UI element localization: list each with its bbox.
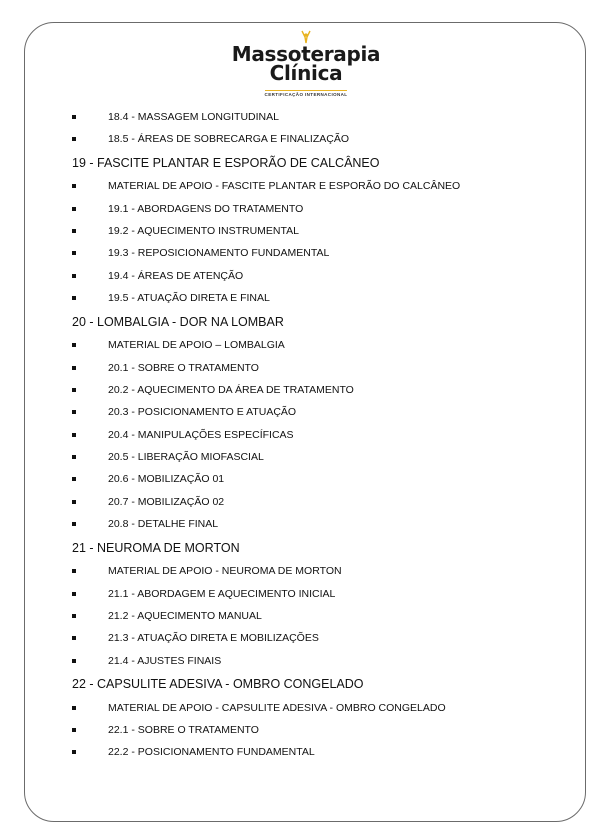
square-bullet-icon xyxy=(72,251,76,255)
list-item-label: 18.4 - MASSAGEM LONGITUDINAL xyxy=(108,111,279,123)
list-item-label: MATERIAL DE APOIO - NEUROMA DE MORTON xyxy=(108,565,342,578)
list-item xyxy=(72,128,572,150)
list-item-label: 22.2 - POSICIONAMENTO FUNDAMENTAL xyxy=(108,746,315,759)
list-item xyxy=(72,627,572,649)
list-item xyxy=(72,697,572,719)
section-heading: 22 - CAPSULITE ADESIVA - OMBRO CONGELADO xyxy=(72,677,364,692)
list-item-label: 21.4 - AJUSTES FINAIS xyxy=(108,654,222,667)
square-bullet-icon xyxy=(72,728,76,732)
logo-tagline: CERTIFICAÇÃO INTERNACIONAL xyxy=(264,92,348,97)
list-item-label: 21.2 - AQUECIMENTO MANUAL xyxy=(108,609,262,622)
square-bullet-icon xyxy=(72,500,76,504)
table-of-contents xyxy=(72,106,572,764)
list-item xyxy=(72,106,572,128)
list-item xyxy=(72,242,572,264)
list-item-label: 21.1 - ABORDAGEM E AQUECIMENTO INICIAL xyxy=(108,587,336,600)
section-heading: 19 - FASCITE PLANTAR E ESPORÃO DE CALCÂNEO xyxy=(72,155,380,170)
list-item xyxy=(72,357,572,379)
square-bullet-icon xyxy=(72,366,76,370)
square-bullet-icon xyxy=(72,274,76,278)
list-item xyxy=(72,220,572,242)
list-item-label: 20.8 - DETALHE FINAL xyxy=(108,518,219,531)
list-item-label: 19.1 - ABORDAGENS DO TRATAMENTO xyxy=(108,202,304,215)
list-item xyxy=(72,650,572,672)
list-item xyxy=(72,468,572,490)
list-item xyxy=(72,605,572,627)
list-item-label: 20.1 - SOBRE O TRATAMENTO xyxy=(108,361,259,374)
list-item-label: 20.4 - MANIPULAÇÕES ESPECÍFICAS xyxy=(108,428,294,441)
list-item-label: 19.2 - AQUECIMENTO INSTRUMENTAL xyxy=(108,225,299,238)
square-bullet-icon xyxy=(72,636,76,640)
list-item xyxy=(72,741,572,763)
section-heading: 20 - LOMBALGIA - DOR NA LOMBAR xyxy=(72,314,284,329)
list-item xyxy=(72,265,572,287)
square-bullet-icon xyxy=(72,659,76,663)
list-item xyxy=(72,379,572,401)
brand-logo xyxy=(0,30,612,101)
list-item xyxy=(72,560,572,582)
list-item xyxy=(72,446,572,468)
list-item xyxy=(72,175,572,197)
list-item-label: 20.3 - POSICIONAMENTO E ATUAÇÃO xyxy=(108,406,297,419)
list-item xyxy=(72,401,572,423)
list-item xyxy=(72,424,572,446)
list-item-label: MATERIAL DE APOIO - FASCITE PLANTAR E ESPORÃO DO CALCÂNEO xyxy=(108,180,461,193)
list-item xyxy=(72,198,572,220)
list-item-label: 20.7 - MOBILIZAÇÃO 02 xyxy=(108,495,225,508)
list-item-label: 19.5 - ATUAÇÃO DIRETA E FINAL xyxy=(108,292,270,305)
list-item-label: 21.3 - ATUAÇÃO DIRETA E MOBILIZAÇÕES xyxy=(108,632,319,645)
square-bullet-icon xyxy=(72,706,76,710)
square-bullet-icon xyxy=(72,522,76,526)
list-item-label: 22.1 - SOBRE O TRATAMENTO xyxy=(108,723,259,736)
square-bullet-icon xyxy=(72,455,76,459)
list-item-label: MATERIAL DE APOIO - CAPSULITE ADESIVA - OMBRO CONGELADO xyxy=(108,701,446,714)
list-item-label: 20.5 - LIBERAÇÃO MIOFASCIAL xyxy=(108,451,264,464)
list-item-label: 18.5 - ÁREAS DE SOBRECARGA E FINALIZAÇÃO xyxy=(108,133,349,146)
square-bullet-icon xyxy=(72,477,76,481)
square-bullet-icon xyxy=(72,296,76,300)
list-item xyxy=(72,287,572,309)
square-bullet-icon xyxy=(72,433,76,437)
list-item-label: 19.3 - REPOSICIONAMENTO FUNDAMENTAL xyxy=(108,247,330,260)
list-item-label: MATERIAL DE APOIO – LOMBALGIA xyxy=(108,339,285,352)
square-bullet-icon xyxy=(72,343,76,347)
section-heading: 21 - NEUROMA DE MORTON xyxy=(72,540,240,555)
square-bullet-icon xyxy=(72,229,76,233)
square-bullet-icon xyxy=(72,137,76,141)
square-bullet-icon xyxy=(72,207,76,211)
list-item xyxy=(72,491,572,513)
square-bullet-icon xyxy=(72,184,76,188)
square-bullet-icon xyxy=(72,750,76,754)
logo-title-line2: Clínica xyxy=(269,61,343,85)
list-item-label: 19.4 - ÁREAS DE ATENÇÃO xyxy=(108,269,244,282)
square-bullet-icon xyxy=(72,569,76,573)
list-item xyxy=(72,719,572,741)
square-bullet-icon xyxy=(72,614,76,618)
square-bullet-icon xyxy=(72,592,76,596)
square-bullet-icon xyxy=(72,115,76,119)
list-item xyxy=(72,513,572,535)
list-item xyxy=(72,334,572,356)
list-item xyxy=(72,583,572,605)
square-bullet-icon xyxy=(72,388,76,392)
logo-title-line1: Massoterapia xyxy=(231,42,381,66)
list-item-label: 20.2 - AQUECIMENTO DA ÁREA DE TRATAMENTO xyxy=(108,383,354,396)
square-bullet-icon xyxy=(72,410,76,414)
list-item-label: 20.6 - MOBILIZAÇÃO 01 xyxy=(108,473,225,486)
